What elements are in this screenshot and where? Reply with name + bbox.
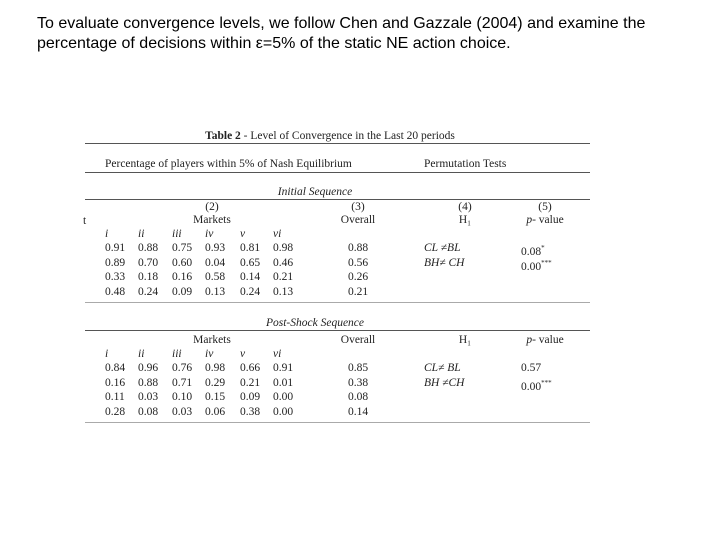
market-value: 0.03 — [172, 406, 193, 419]
pvalue-header: p- value — [526, 214, 564, 226]
market-value: 0.11 — [105, 391, 125, 404]
overall-value: 0.56 — [347, 256, 369, 269]
market-value: 0.88 — [138, 376, 159, 389]
column-number: (5) — [538, 201, 552, 213]
market-value: 0.21 — [273, 271, 294, 284]
pvalue-header: p- value — [526, 334, 564, 346]
section-title: Post-Shock Sequence — [265, 317, 365, 329]
market-value: 0.76 — [172, 362, 193, 374]
p-value — [521, 257, 552, 274]
market-value: 0.18 — [138, 271, 159, 284]
market-value: 0.60 — [172, 256, 193, 269]
overall-value: 0.85 — [347, 362, 369, 374]
market-value: 0.81 — [240, 242, 261, 254]
market-value: 0.88 — [138, 242, 159, 254]
row-label-fragment: t — [83, 215, 87, 227]
divider — [85, 199, 590, 200]
significance-stars: * — [541, 244, 545, 252]
market-value: 0.98 — [205, 362, 226, 374]
market-value: 0.14 — [240, 271, 261, 284]
p-value-number: 0.08 — [521, 245, 542, 258]
market-value: 0.09 — [172, 286, 193, 299]
divider — [85, 172, 590, 173]
overall-value: 0.21 — [347, 286, 369, 299]
market-value: 0.10 — [172, 391, 193, 404]
p-value — [521, 362, 541, 375]
market-label: vi — [273, 348, 282, 360]
overall-header: Overall — [340, 334, 376, 346]
hypothesis: BH ≠CH — [424, 376, 465, 389]
divider — [85, 302, 590, 303]
p-value-number: 0.57 — [521, 362, 542, 374]
market-label: iii — [172, 348, 182, 360]
market-value: 0.00 — [273, 406, 294, 419]
market-value: 0.29 — [205, 376, 226, 389]
market-value: 0.21 — [240, 376, 261, 389]
market-value: 0.28 — [105, 406, 126, 419]
p-value — [521, 377, 552, 394]
market-value: 0.98 — [273, 242, 294, 254]
market-value: 0.48 — [105, 286, 126, 299]
market-value: 0.93 — [205, 242, 226, 254]
market-value: 0.58 — [205, 271, 226, 284]
overall-value: 0.08 — [347, 391, 369, 404]
market-value: 0.75 — [172, 242, 193, 254]
market-label: v — [240, 348, 246, 360]
market-value: 0.96 — [138, 362, 159, 374]
market-value: 0.66 — [240, 362, 261, 374]
market-value: 0.24 — [240, 286, 261, 299]
market-label: v — [240, 228, 246, 240]
market-value: 0.13 — [205, 286, 226, 299]
market-value: 0.03 — [138, 391, 159, 404]
market-label: vi — [273, 228, 282, 240]
p-value-number: 0.00 — [521, 380, 542, 393]
p-value-number: 0.00 — [521, 260, 542, 273]
markets-header: Markets — [193, 214, 231, 226]
market-label: i — [105, 348, 109, 360]
divider — [85, 143, 590, 144]
market-value: 0.65 — [240, 256, 261, 269]
section-title: Initial Sequence — [277, 186, 353, 198]
column-number: (4) — [458, 201, 472, 213]
significance-stars: *** — [541, 378, 552, 387]
overall-value: 0.26 — [347, 271, 369, 284]
overall-value: 0.14 — [347, 406, 369, 419]
h1-header: H₁ — [458, 334, 472, 346]
market-value: 0.91 — [105, 242, 126, 254]
significance-stars: *** — [541, 258, 552, 267]
market-value: 0.38 — [240, 406, 261, 419]
market-value: 0.00 — [273, 391, 294, 404]
overall-value: 0.88 — [347, 242, 369, 254]
market-label: ii — [138, 348, 145, 360]
overall-header: Overall — [340, 214, 376, 226]
market-label: ii — [138, 228, 145, 240]
market-label: iv — [205, 348, 214, 360]
market-value: 0.24 — [138, 286, 159, 299]
market-value: 0.15 — [205, 391, 226, 404]
market-value: 0.84 — [105, 362, 126, 374]
hypothesis: CL ≠BL — [424, 242, 461, 254]
divider — [85, 330, 590, 331]
h1-header: H₁ — [458, 214, 472, 226]
market-value: 0.08 — [138, 406, 159, 419]
market-value: 0.13 — [273, 286, 294, 299]
intro-paragraph: To evaluate convergence levels, we follow Chen and Gazzale (2004) and examine the percentage of decisions within ε=5% of the static NE action choice. — [37, 15, 646, 52]
market-value: 0.06 — [205, 406, 226, 419]
market-value: 0.16 — [172, 271, 193, 284]
market-value: 0.16 — [105, 376, 126, 389]
overall-value: 0.38 — [347, 376, 369, 389]
header-left: Percentage of players within 5% of Nash Equilibrium — [105, 158, 352, 170]
market-value: 0.46 — [273, 256, 294, 269]
market-value: 0.33 — [105, 271, 126, 284]
column-number: (2) — [205, 201, 219, 213]
divider — [85, 422, 590, 423]
market-label: iii — [172, 228, 182, 240]
market-value: 0.91 — [273, 362, 294, 374]
markets-header: Markets — [193, 334, 231, 346]
market-value: 0.09 — [240, 391, 261, 404]
table-title: Table 2 - Level of Convergence in the Last 20 periods — [205, 130, 455, 142]
column-number: (3) — [351, 201, 365, 213]
market-value: 0.04 — [205, 256, 226, 269]
market-value: 0.70 — [138, 256, 159, 269]
market-value: 0.89 — [105, 256, 126, 269]
market-value: 0.01 — [273, 376, 294, 389]
market-label: iv — [205, 228, 214, 240]
market-label: i — [105, 228, 109, 240]
market-value: 0.71 — [172, 376, 193, 389]
hypothesis: CL≠ BL — [424, 362, 461, 374]
hypothesis: BH≠ CH — [424, 256, 465, 269]
header-right: Permutation Tests — [424, 158, 507, 170]
